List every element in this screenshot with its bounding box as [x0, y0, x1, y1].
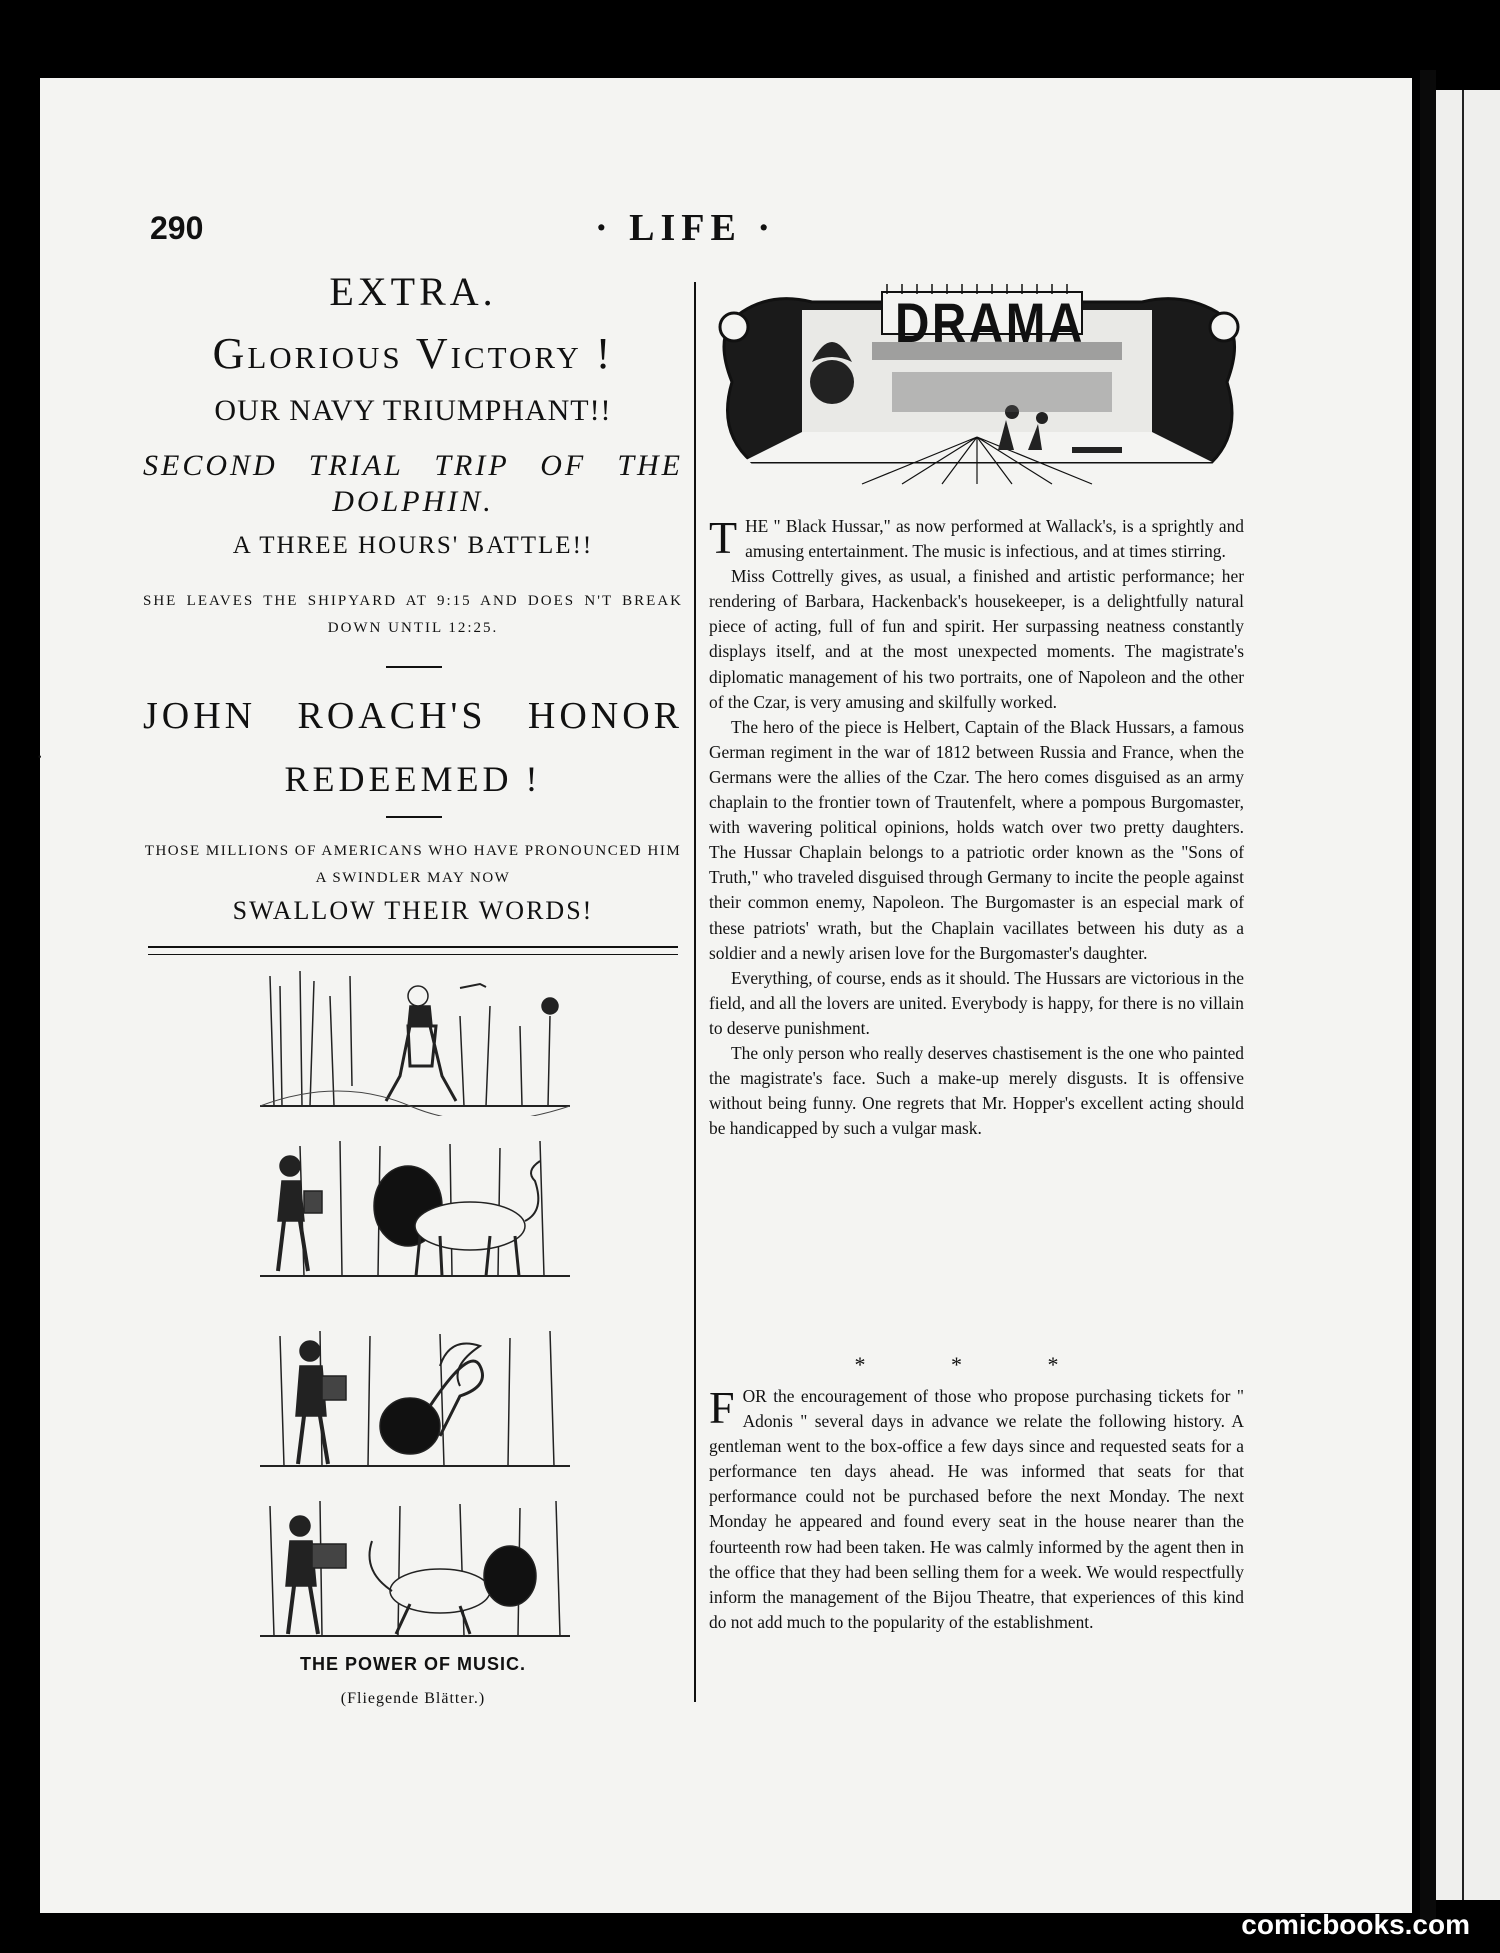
- cartoon-caption: THE POWER OF MUSIC.: [300, 1654, 526, 1674]
- drama-banner-title: DRAMA: [895, 291, 1085, 354]
- cartoon-panel-1: [260, 966, 570, 1116]
- cartoon-panel-3: [260, 1326, 570, 1476]
- masthead: · LIFE ·: [595, 207, 777, 249]
- short-rule: [386, 666, 442, 668]
- headline-trial: SECOND TRIAL TRIP OF THE DOLPHIN.: [143, 449, 683, 518]
- cartoon-panel-4: [260, 1496, 570, 1646]
- section-separator-stars: * * *: [854, 1352, 1099, 1377]
- headline-navy: OUR NAVY TRIUMPHANT!!: [214, 394, 612, 427]
- margin-mark: ·: [36, 744, 44, 769]
- adonis-article: [709, 1384, 1244, 1635]
- headline-roach: JOHN ROACH'S HONOR: [143, 695, 683, 737]
- article-paragraph: THE " Black Hussar," as now performed at Wallack's, is a sprightly and amusing entertainment. The music is infectious, and at times stirring.: [709, 512, 1244, 563]
- headline-extra: EXTRA.: [329, 269, 497, 314]
- headline-leaves: SHE LEAVES THE SHIPYARD AT 9:15 AND DOES N'T BREAK DOWN UNTIL 12:25.: [143, 593, 683, 636]
- article-paragraph: The hero of the piece is Helbert, Captain of the Black Hussars, a famous German regiment in the war of 1812 between Russia and France, when the Germans were the allies of the Czar. The hero comes disguised as an army chaplain to the frontier town of Trautenfelt, where a pompous Burgomaster, with wavering political opinions, holds watch over two pretty daughters. The Hussar Chaplain belongs to a patriotic order known as the "Sons of Truth," who traveled disguised through Germany to incite the people against their common enemy, Napoleon. The Burgomaster is an especial mark of these patriots' wrath, but the Chaplain vacillates between his duty as a soldier and a newly arisen love for the Burgomaster's daughter.: [709, 716, 1244, 963]
- cartoon-source: (Fliegende Blätter.): [340, 1690, 486, 1707]
- cartoon-panel-2: [260, 1136, 570, 1286]
- drop-cap: T: [709, 512, 738, 563]
- facing-page-edge: [1436, 90, 1500, 1900]
- short-rule: [386, 816, 442, 818]
- headline-millions: THOSE MILLIONS OF AMERICANS WHO HAVE PRONOUNCED HIM A SWINDLER MAY NOW: [144, 843, 682, 886]
- article-paragraph: Everything, of course, ends as it should. The Hussars are victorious in the field, and all the lovers are united. Everybody is happy, for there is no villain to deserve punishment.: [709, 967, 1244, 1038]
- headline-swallow: SWALLOW THEIR WORDS!: [232, 896, 594, 925]
- page-gutter: [1420, 70, 1436, 1920]
- facing-page-rule: [1462, 90, 1464, 1900]
- article-paragraph: Miss Cottrelly gives, as usual, a finished and artistic performance; her rendering of Barbara, Hackenback's housekeeper, is a delightfully natural piece of acting, full of fun and spirit. Her surpassing neatness constantly displays itself, and at the most unexpected moments. The magistrate's diplomatic management of his two portraits, one of Napoleon and the other of the Czar, is very amusing and skilfully worked.: [709, 566, 1244, 712]
- double-rule: [148, 946, 678, 955]
- column-rule: [694, 282, 696, 1702]
- headline-victory: Glorious Victory !: [212, 329, 614, 378]
- drop-cap: F: [709, 1382, 735, 1433]
- watermark: comicbooks.com: [1241, 1909, 1470, 1940]
- drama-article: [709, 514, 1244, 1141]
- headline-redeemed: REDEEMED !: [284, 759, 542, 799]
- page-number: 290: [150, 210, 204, 246]
- headline-battle: A THREE HOURS' BATTLE!!: [232, 532, 594, 559]
- article-paragraph: FOR the encouragement of those who propose purchasing tickets for " Adonis " several days in advance we relate the following history. A gentleman went to the box-office a few days since and requested seats for a performance ten days ahead. He was informed that seats for that performance could not be purchased before the next Monday. The next Monday he appeared and found every seat in the house nearer than the fourteenth row had been taken. He was calmly informed by the agent then in the office that they had been selling them for a week. We would respectfully inform the management of the Bijou Theatre, that experiences of this kind do not add much to the popularity of the establishment.: [709, 1382, 1244, 1632]
- article-paragraph: The only person who really deserves chastisement is the one who painted the magistrate's face. Such a make-up merely disgusts. It is offensive without being funny. One regrets that Mr. Hopper's excellent acting should be handicapped by such a vulgar mask.: [709, 1042, 1244, 1139]
